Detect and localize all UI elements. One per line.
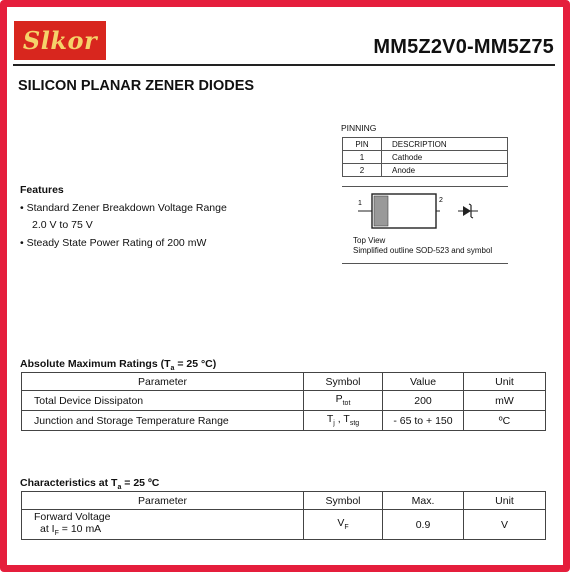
table-row	[22, 510, 546, 540]
features-section	[20, 182, 227, 252]
package-caption	[353, 236, 492, 256]
max-header: Max.	[383, 492, 464, 510]
parameter-cell: Junction and Storage Temperature Range	[22, 411, 304, 431]
symbol-sub: tot	[342, 400, 351, 408]
ratings-title-sub: a	[170, 365, 175, 373]
feature-item: • Steady State Power Rating of 200 mW	[20, 236, 207, 249]
caption-top-view: Top View	[353, 236, 386, 245]
characteristics-title	[20, 477, 159, 491]
value-cell: - 65 to + 150	[383, 411, 464, 431]
symbol-sub: stg	[349, 420, 360, 428]
pin-number: 2	[343, 164, 382, 177]
pinning-table	[342, 137, 508, 177]
condition-suffix: = 10 mA	[58, 523, 102, 536]
symbol-sub: j	[333, 420, 335, 428]
characteristics-title-suffix: = 25 ºC	[121, 477, 160, 489]
brand-logo	[14, 21, 106, 60]
feature-item-continuation: 2.0 V to 75 V	[32, 219, 93, 231]
description-header: DESCRIPTION	[382, 138, 508, 151]
table-row	[343, 164, 508, 177]
characteristics-title-prefix: Characteristics at T	[20, 477, 118, 489]
header-divider	[13, 64, 555, 66]
symbol-main: V	[337, 517, 345, 530]
parameter-header: Parameter	[22, 492, 304, 510]
symbol-main: T	[326, 413, 334, 426]
table-row	[22, 391, 546, 411]
max-cell: 0.9	[383, 510, 464, 540]
symbol-cell	[304, 411, 383, 431]
symbol-sub: F	[344, 524, 349, 532]
condition-sub: F	[54, 530, 59, 538]
unit-header: Unit	[464, 492, 546, 510]
pinning-label: PINNING	[341, 123, 377, 133]
symbol-header: Symbol	[304, 492, 383, 510]
symbol-separator: , T	[334, 413, 350, 426]
part-number-title: MM5Z2V0-MM5Z75	[373, 36, 554, 58]
condition-prefix: at I	[40, 523, 55, 536]
symbol-cell	[304, 391, 383, 411]
table-row	[22, 411, 546, 431]
table-header-row	[22, 373, 546, 391]
zener-diode-symbol-icon	[458, 204, 478, 218]
unit-cell: ºC	[464, 411, 546, 431]
symbol-header: Symbol	[304, 373, 383, 391]
feature-item: • Standard Zener Breakdown Voltage Range	[20, 201, 227, 214]
ratings-title-prefix: Absolute Maximum Ratings (T	[20, 358, 171, 370]
parameter-line2	[34, 523, 299, 537]
characteristics-title-sub: a	[117, 484, 122, 492]
ratings-title-suffix: = 25 °C)	[174, 358, 217, 370]
symbol-main: P	[335, 393, 343, 406]
table-header-row	[22, 492, 546, 510]
ratings-table	[21, 372, 546, 431]
table-header-row	[343, 138, 508, 151]
brand-logo-text: Slkor	[22, 26, 98, 55]
characteristics-table	[21, 491, 546, 540]
pin-header: PIN	[343, 138, 382, 151]
symbol-cell	[304, 510, 383, 540]
ratings-title	[20, 358, 216, 372]
value-cell: 200	[383, 391, 464, 411]
parameter-header: Parameter	[22, 373, 304, 391]
unit-cell: mW	[464, 391, 546, 411]
unit-header: Unit	[464, 373, 546, 391]
parameter-cell: Total Device Dissipaton	[22, 391, 304, 411]
pin-description: Cathode	[382, 151, 508, 164]
features-heading: Features	[20, 184, 64, 196]
caption-outline: Simplified outline SOD-523 and symbol	[353, 246, 493, 255]
pin1-label: 1	[358, 200, 362, 207]
cathode-band	[374, 196, 388, 226]
value-header: Value	[383, 373, 464, 391]
unit-cell: V	[464, 510, 546, 540]
document-subtitle: SILICON PLANAR ZENER DIODES	[18, 78, 255, 94]
pin2-label: 2	[439, 197, 443, 204]
pin-number: 1	[343, 151, 382, 164]
parameter-cell	[22, 510, 304, 540]
table-row	[343, 151, 508, 164]
pin-description: Anode	[382, 164, 508, 177]
parameter-line1: Forward Voltage	[34, 511, 111, 524]
